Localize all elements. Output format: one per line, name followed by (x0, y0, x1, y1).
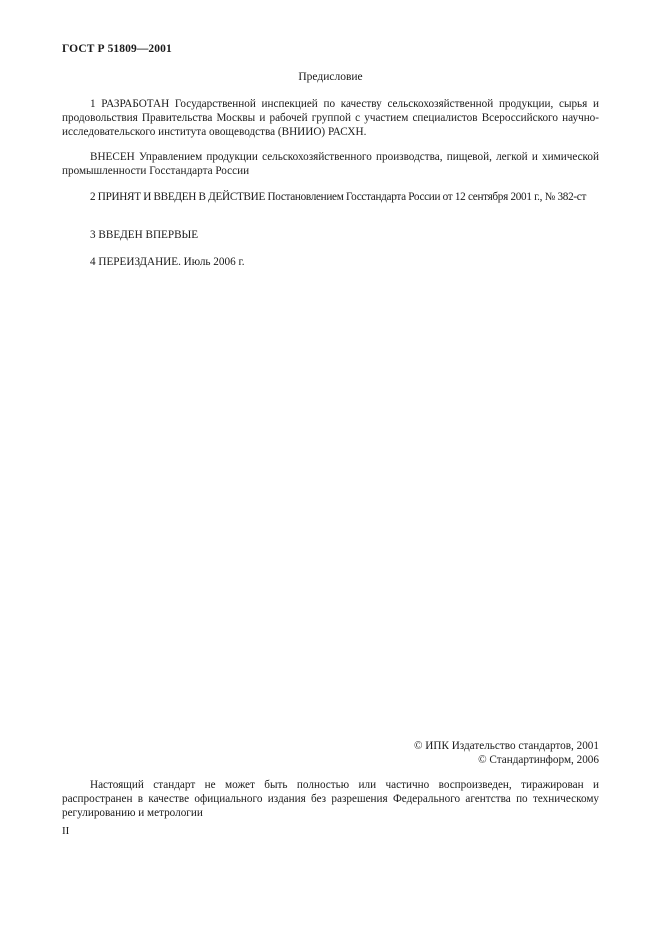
paragraph-developed-by: 1 РАЗРАБОТАН Государственной инспекцией по качеству сельскохозяйственной продукции, сырья и продовольствия Правительства Москвы и рабочей группой с участием специалистов Всероссийского научно-исследовательского института овощеводства (ВНИИО) РАСХН. (62, 98, 599, 138)
copyright-line: © ИПК Издательство стандартов, 2001 (413, 740, 599, 752)
paragraph-reissue: 4 ПЕРЕИЗДАНИЕ. Июль 2006 г. (90, 256, 245, 268)
paragraph-first-introduced: 3 ВВЕДЕН ВПЕРВЫЕ (90, 229, 199, 241)
copyright-line: © Стандартинформ, 2006 (478, 753, 599, 766)
page-number: II (62, 825, 70, 837)
paragraph-adopted: 2 ПРИНЯТ И ВВЕДЕН В ДЕЙСТВИЕ Постановлением Госстандарта России от 12 сентября 2001 г., № 382-ст (90, 191, 587, 203)
copyright-block (414, 740, 599, 767)
standard-designation: ГОСТ Р 51809—2001 (62, 43, 172, 55)
reproduction-notice: Настоящий стандарт не может быть полностью или частично воспроизведен, тиражирован и распространен в качестве официального издания без разрешения Федерального агентства по техническому регулированию и метрологии (62, 779, 599, 819)
paragraph-introduced-by: ВНЕСЕН Управлением продукции сельскохозяйственного производства, пищевой, легкой и химической промышленности Госстандарта России (62, 151, 599, 177)
section-title: Предисловие (298, 71, 363, 83)
